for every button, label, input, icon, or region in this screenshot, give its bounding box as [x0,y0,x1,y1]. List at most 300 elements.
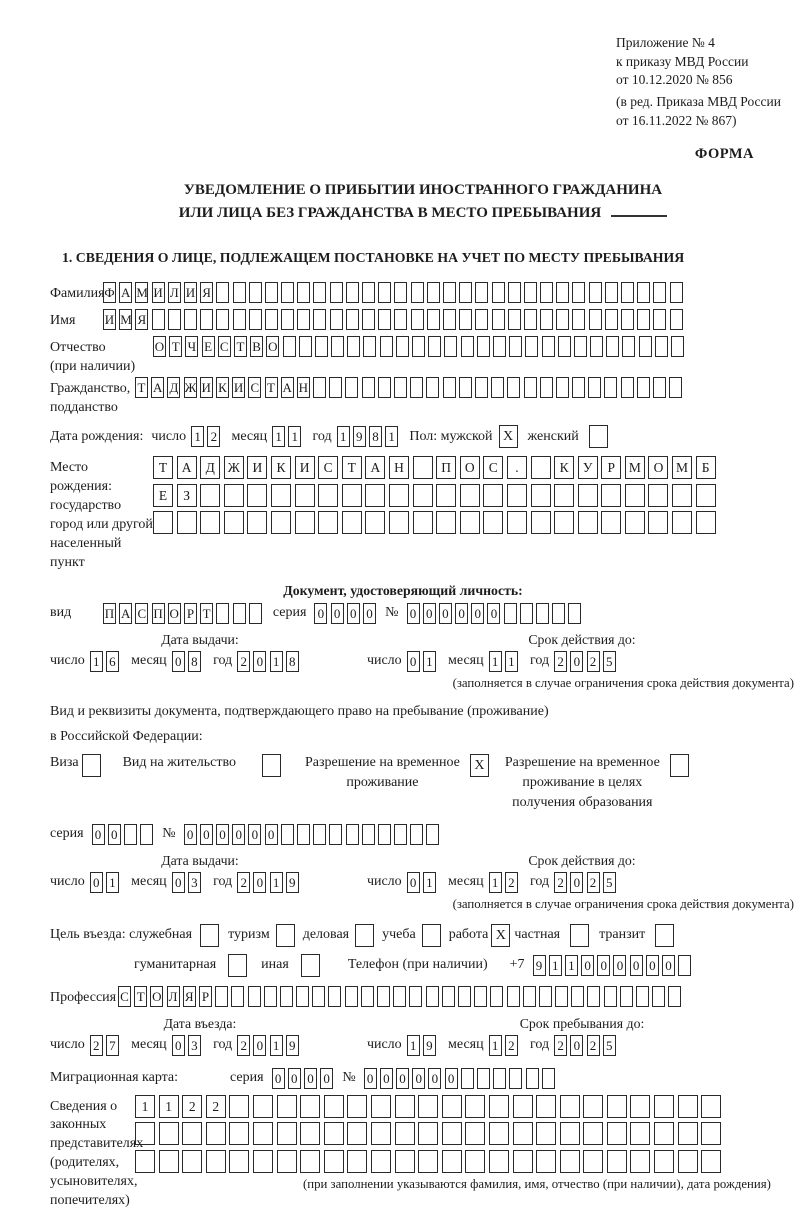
form-cell[interactable] [458,986,471,1007]
form-cell[interactable]: 0 [439,603,452,624]
form-cell[interactable] [361,986,374,1007]
form-cell[interactable] [277,1095,297,1118]
form-cell[interactable] [249,603,262,624]
form-cell[interactable] [330,282,343,303]
form-cell[interactable]: 9 [423,1035,436,1056]
visa-checkbox[interactable] [82,754,101,777]
form-cell[interactable]: Ф [103,282,116,303]
form-cell[interactable] [443,377,456,398]
form-cell[interactable] [655,336,668,357]
form-cell[interactable] [670,282,683,303]
form-cell[interactable]: А [119,282,132,303]
form-cell[interactable] [378,377,391,398]
form-cell[interactable] [536,1095,556,1118]
residence-permit-checkbox[interactable] [262,754,281,777]
form-cell[interactable] [362,282,375,303]
form-cell[interactable] [625,484,645,507]
form-cell[interactable] [461,336,474,357]
form-cell[interactable]: 3 [188,1035,201,1056]
form-cell[interactable]: 1 [549,955,562,976]
form-cell[interactable] [233,603,246,624]
form-cell[interactable] [442,1095,462,1118]
form-cell[interactable] [283,336,296,357]
form-cell[interactable] [168,309,181,330]
form-cell[interactable]: 0 [570,1035,583,1056]
form-cell[interactable]: 0 [396,1068,409,1089]
form-cell[interactable]: 8 [188,651,201,672]
form-cell[interactable]: 9 [286,1035,299,1056]
form-cell[interactable] [247,484,267,507]
form-cell[interactable] [393,986,406,1007]
form-cell[interactable] [411,282,424,303]
form-cell[interactable]: А [177,456,197,479]
form-cell[interactable] [371,1122,391,1145]
form-cell[interactable]: Р [601,456,621,479]
form-cell[interactable] [630,1150,650,1173]
form-cell[interactable] [426,824,439,845]
form-cell[interactable]: Н [389,456,409,479]
form-cell[interactable] [410,377,423,398]
form-cell[interactable]: 5 [603,872,616,893]
form-cell[interactable] [605,282,618,303]
form-cell[interactable] [313,824,326,845]
form-cell[interactable]: П [152,603,165,624]
form-cell[interactable] [604,377,617,398]
form-cell[interactable] [346,282,359,303]
form-cell[interactable] [701,1122,721,1145]
form-cell[interactable] [394,309,407,330]
form-cell[interactable]: Б [696,456,716,479]
form-cell[interactable]: О [266,336,279,357]
form-cell[interactable]: 0 [108,824,121,845]
form-cell[interactable]: 1 [565,955,578,976]
form-cell[interactable] [461,1068,474,1089]
form-cell[interactable] [636,986,649,1007]
form-cell[interactable]: 1 [489,1035,502,1056]
form-cell[interactable]: 2 [505,872,518,893]
form-cell[interactable]: 0 [407,651,420,672]
form-cell[interactable] [182,1122,202,1145]
form-cell[interactable] [426,986,439,1007]
form-cell[interactable]: К [216,377,229,398]
form-cell[interactable] [281,309,294,330]
form-cell[interactable] [413,484,433,507]
form-cell[interactable] [491,377,504,398]
form-cell[interactable] [418,1122,438,1145]
form-cell[interactable] [671,336,684,357]
form-cell[interactable] [177,511,197,534]
form-cell[interactable]: 1 [489,872,502,893]
form-cell[interactable] [560,1095,580,1118]
form-cell[interactable] [297,282,310,303]
form-cell[interactable]: 1 [270,872,283,893]
form-cell[interactable] [509,336,522,357]
form-cell[interactable] [560,1122,580,1145]
form-cell[interactable] [556,309,569,330]
form-cell[interactable]: 2 [554,651,567,672]
form-cell[interactable] [247,511,267,534]
form-cell[interactable]: 0 [380,1068,393,1089]
form-cell[interactable] [460,484,480,507]
form-cell[interactable] [324,1122,344,1145]
form-cell[interactable] [572,377,585,398]
form-cell[interactable] [493,336,506,357]
form-cell[interactable]: В [250,336,263,357]
form-cell[interactable] [346,824,359,845]
form-cell[interactable] [607,1122,627,1145]
form-cell[interactable] [508,282,521,303]
purpose-transit-checkbox[interactable] [655,924,674,947]
form-cell[interactable] [395,1095,415,1118]
form-cell[interactable]: 0 [613,955,626,976]
form-cell[interactable]: Е [153,484,173,507]
form-cell[interactable] [206,1122,226,1145]
form-cell[interactable] [678,1150,698,1173]
form-cell[interactable] [253,1150,273,1173]
form-cell[interactable] [395,1122,415,1145]
form-cell[interactable] [493,1068,506,1089]
form-cell[interactable]: 0 [364,1068,377,1089]
form-cell[interactable] [696,511,716,534]
form-cell[interactable] [607,1095,627,1118]
form-cell[interactable] [477,1068,490,1089]
form-cell[interactable]: 1 [407,1035,420,1056]
form-cell[interactable]: 2 [237,1035,250,1056]
form-cell[interactable]: 1 [135,1095,155,1118]
form-cell[interactable]: 2 [587,872,600,893]
form-cell[interactable] [331,336,344,357]
form-cell[interactable]: М [119,309,132,330]
form-cell[interactable]: 0 [288,1068,301,1089]
form-cell[interactable]: 8 [286,651,299,672]
form-cell[interactable]: 2 [587,1035,600,1056]
form-cell[interactable]: 1 [505,651,518,672]
form-cell[interactable] [531,511,551,534]
form-cell[interactable]: 0 [581,955,594,976]
form-cell[interactable] [300,1095,320,1118]
form-cell[interactable] [653,377,666,398]
form-cell[interactable] [701,1095,721,1118]
form-cell[interactable]: 1 [337,426,350,447]
purpose-official-checkbox[interactable] [200,924,219,947]
form-cell[interactable]: К [271,456,291,479]
form-cell[interactable]: 0 [487,603,500,624]
form-cell[interactable] [427,309,440,330]
form-cell[interactable] [249,309,262,330]
form-cell[interactable] [526,1068,539,1089]
form-cell[interactable] [229,1150,249,1173]
form-cell[interactable] [589,282,602,303]
form-cell[interactable] [395,1150,415,1173]
form-cell[interactable]: 7 [106,1035,119,1056]
form-cell[interactable] [507,484,527,507]
form-cell[interactable] [540,282,553,303]
form-cell[interactable] [536,1122,556,1145]
form-cell[interactable] [620,986,633,1007]
form-cell[interactable] [362,377,375,398]
form-cell[interactable] [184,309,197,330]
form-cell[interactable] [555,986,568,1007]
form-cell[interactable] [622,336,635,357]
form-cell[interactable]: Ч [185,336,198,357]
form-cell[interactable] [587,986,600,1007]
form-cell[interactable]: 1 [272,426,285,447]
form-cell[interactable] [362,309,375,330]
form-cell[interactable]: Ж [224,456,244,479]
form-cell[interactable] [588,377,601,398]
form-cell[interactable] [630,1122,650,1145]
form-cell[interactable] [590,336,603,357]
form-cell[interactable]: 2 [90,1035,103,1056]
form-cell[interactable]: С [218,336,231,357]
form-cell[interactable]: 3 [188,872,201,893]
form-cell[interactable]: 0 [363,603,376,624]
form-cell[interactable] [347,1095,367,1118]
form-cell[interactable] [558,336,571,357]
form-cell[interactable]: Т [342,456,362,479]
form-cell[interactable] [442,1150,462,1173]
form-cell[interactable] [324,1150,344,1173]
form-cell[interactable]: 0 [630,955,643,976]
form-cell[interactable] [554,484,574,507]
form-cell[interactable] [531,456,551,479]
form-cell[interactable] [280,986,293,1007]
form-cell[interactable] [296,986,309,1007]
form-cell[interactable] [428,336,441,357]
form-cell[interactable] [216,282,229,303]
form-cell[interactable] [313,309,326,330]
form-cell[interactable] [601,484,621,507]
form-cell[interactable] [300,1150,320,1173]
form-cell[interactable] [525,336,538,357]
form-cell[interactable]: 0 [304,1068,317,1089]
form-cell[interactable] [621,377,634,398]
form-cell[interactable]: П [436,456,456,479]
form-cell[interactable] [378,309,391,330]
purpose-business-checkbox[interactable] [355,924,374,947]
form-cell[interactable]: Т [265,377,278,398]
form-cell[interactable] [418,1150,438,1173]
form-cell[interactable]: 8 [369,426,382,447]
form-cell[interactable] [572,282,585,303]
purpose-work-checkbox[interactable]: X [491,924,510,947]
form-cell[interactable] [556,377,569,398]
form-cell[interactable]: 0 [272,1068,285,1089]
form-cell[interactable] [637,309,650,330]
form-cell[interactable]: А [281,377,294,398]
form-cell[interactable] [492,309,505,330]
form-cell[interactable] [442,986,455,1007]
form-cell[interactable]: 0 [172,651,185,672]
form-cell[interactable]: 0 [184,824,197,845]
form-cell[interactable]: И [152,282,165,303]
form-cell[interactable] [159,1122,179,1145]
form-cell[interactable]: Т [234,336,247,357]
form-cell[interactable]: И [247,456,267,479]
form-cell[interactable]: О [648,456,668,479]
form-cell[interactable] [444,336,457,357]
form-cell[interactable] [483,511,503,534]
form-cell[interactable] [426,377,439,398]
form-cell[interactable] [265,309,278,330]
form-cell[interactable] [483,484,503,507]
form-cell[interactable]: 0 [471,603,484,624]
form-cell[interactable]: О [460,456,480,479]
form-cell[interactable]: 2 [182,1095,202,1118]
form-cell[interactable]: 0 [570,651,583,672]
form-cell[interactable] [231,986,244,1007]
form-cell[interactable] [536,603,549,624]
form-cell[interactable]: 0 [455,603,468,624]
form-cell[interactable] [625,511,645,534]
form-cell[interactable] [342,484,362,507]
form-cell[interactable]: 0 [200,824,213,845]
form-cell[interactable] [606,336,619,357]
form-cell[interactable] [574,336,587,357]
form-cell[interactable] [465,1150,485,1173]
form-cell[interactable] [604,986,617,1007]
form-cell[interactable] [224,484,244,507]
purpose-study-checkbox[interactable] [422,924,441,947]
form-cell[interactable]: Я [183,986,196,1007]
form-cell[interactable] [229,1122,249,1145]
form-cell[interactable]: Т [153,456,173,479]
form-cell[interactable]: Р [184,603,197,624]
form-cell[interactable]: 1 [191,426,204,447]
form-cell[interactable]: Я [200,282,213,303]
form-cell[interactable] [182,1150,202,1173]
form-cell[interactable] [669,377,682,398]
form-cell[interactable] [200,484,220,507]
form-cell[interactable]: Т [200,603,213,624]
form-cell[interactable]: М [135,282,148,303]
form-cell[interactable]: 1 [288,426,301,447]
form-cell[interactable] [648,511,668,534]
form-cell[interactable] [524,282,537,303]
form-cell[interactable] [412,336,425,357]
form-cell[interactable] [277,1122,297,1145]
form-cell[interactable] [152,309,165,330]
form-cell[interactable] [560,1150,580,1173]
form-cell[interactable] [696,484,716,507]
purpose-humanitarian-checkbox[interactable] [228,954,247,977]
form-cell[interactable] [637,282,650,303]
form-cell[interactable] [536,1150,556,1173]
purpose-other-checkbox[interactable] [301,954,320,977]
temp-residence-checkbox[interactable]: X [470,754,489,777]
form-cell[interactable] [329,824,342,845]
form-cell[interactable]: 1 [106,872,119,893]
form-cell[interactable] [489,1122,509,1145]
form-cell[interactable] [540,309,553,330]
form-cell[interactable] [589,309,602,330]
form-cell[interactable]: 2 [237,651,250,672]
form-cell[interactable]: 1 [270,651,283,672]
form-cell[interactable] [621,309,634,330]
form-cell[interactable] [300,1122,320,1145]
form-cell[interactable] [607,1150,627,1173]
form-cell[interactable] [459,282,472,303]
form-cell[interactable]: 1 [90,651,103,672]
form-cell[interactable]: 9 [286,872,299,893]
form-cell[interactable]: 0 [92,824,105,845]
form-cell[interactable]: П [103,603,116,624]
form-cell[interactable]: И [232,377,245,398]
form-cell[interactable] [492,282,505,303]
form-cell[interactable]: Я [135,309,148,330]
form-cell[interactable] [465,1095,485,1118]
form-cell[interactable]: М [672,456,692,479]
form-cell[interactable] [459,309,472,330]
form-cell[interactable]: С [118,986,131,1007]
form-cell[interactable] [297,309,310,330]
form-cell[interactable]: И [295,456,315,479]
form-cell[interactable] [394,282,407,303]
form-cell[interactable] [389,511,409,534]
form-cell[interactable]: 0 [253,1035,266,1056]
form-cell[interactable]: 1 [489,651,502,672]
form-cell[interactable] [504,603,517,624]
form-cell[interactable] [578,484,598,507]
form-cell[interactable]: 0 [570,872,583,893]
form-cell[interactable]: И [184,282,197,303]
form-cell[interactable]: А [365,456,385,479]
form-cell[interactable] [389,484,409,507]
form-cell[interactable] [233,282,246,303]
form-cell[interactable] [409,986,422,1007]
form-cell[interactable]: И [103,309,116,330]
form-cell[interactable] [371,1150,391,1173]
form-cell[interactable] [460,511,480,534]
form-cell[interactable]: 2 [207,426,220,447]
form-cell[interactable] [436,511,456,534]
form-cell[interactable] [475,282,488,303]
form-cell[interactable] [605,309,618,330]
form-cell[interactable]: Л [168,282,181,303]
temp-residence-edu-checkbox[interactable] [670,754,689,777]
form-cell[interactable] [365,484,385,507]
form-cell[interactable] [583,1095,603,1118]
form-cell[interactable] [672,511,692,534]
form-cell[interactable] [264,986,277,1007]
form-cell[interactable]: 1 [270,1035,283,1056]
form-cell[interactable] [295,511,315,534]
form-cell[interactable]: О [150,986,163,1007]
form-cell[interactable] [513,1095,533,1118]
form-cell[interactable]: 0 [172,1035,185,1056]
form-cell[interactable] [654,1122,674,1145]
form-cell[interactable] [135,1150,155,1173]
form-cell[interactable] [159,1150,179,1173]
form-cell[interactable]: 0 [662,955,675,976]
form-cell[interactable] [520,603,533,624]
form-cell[interactable] [475,377,488,398]
form-cell[interactable] [365,511,385,534]
form-cell[interactable] [297,824,310,845]
form-cell[interactable] [318,484,338,507]
form-cell[interactable]: 2 [206,1095,226,1118]
form-cell[interactable] [571,986,584,1007]
form-cell[interactable] [378,282,391,303]
form-cell[interactable] [568,603,581,624]
form-cell[interactable] [672,484,692,507]
form-cell[interactable]: 1 [159,1095,179,1118]
form-cell[interactable]: С [248,377,261,398]
form-cell[interactable] [265,282,278,303]
form-cell[interactable]: 0 [248,824,261,845]
form-cell[interactable]: 2 [505,1035,518,1056]
form-cell[interactable] [524,309,537,330]
